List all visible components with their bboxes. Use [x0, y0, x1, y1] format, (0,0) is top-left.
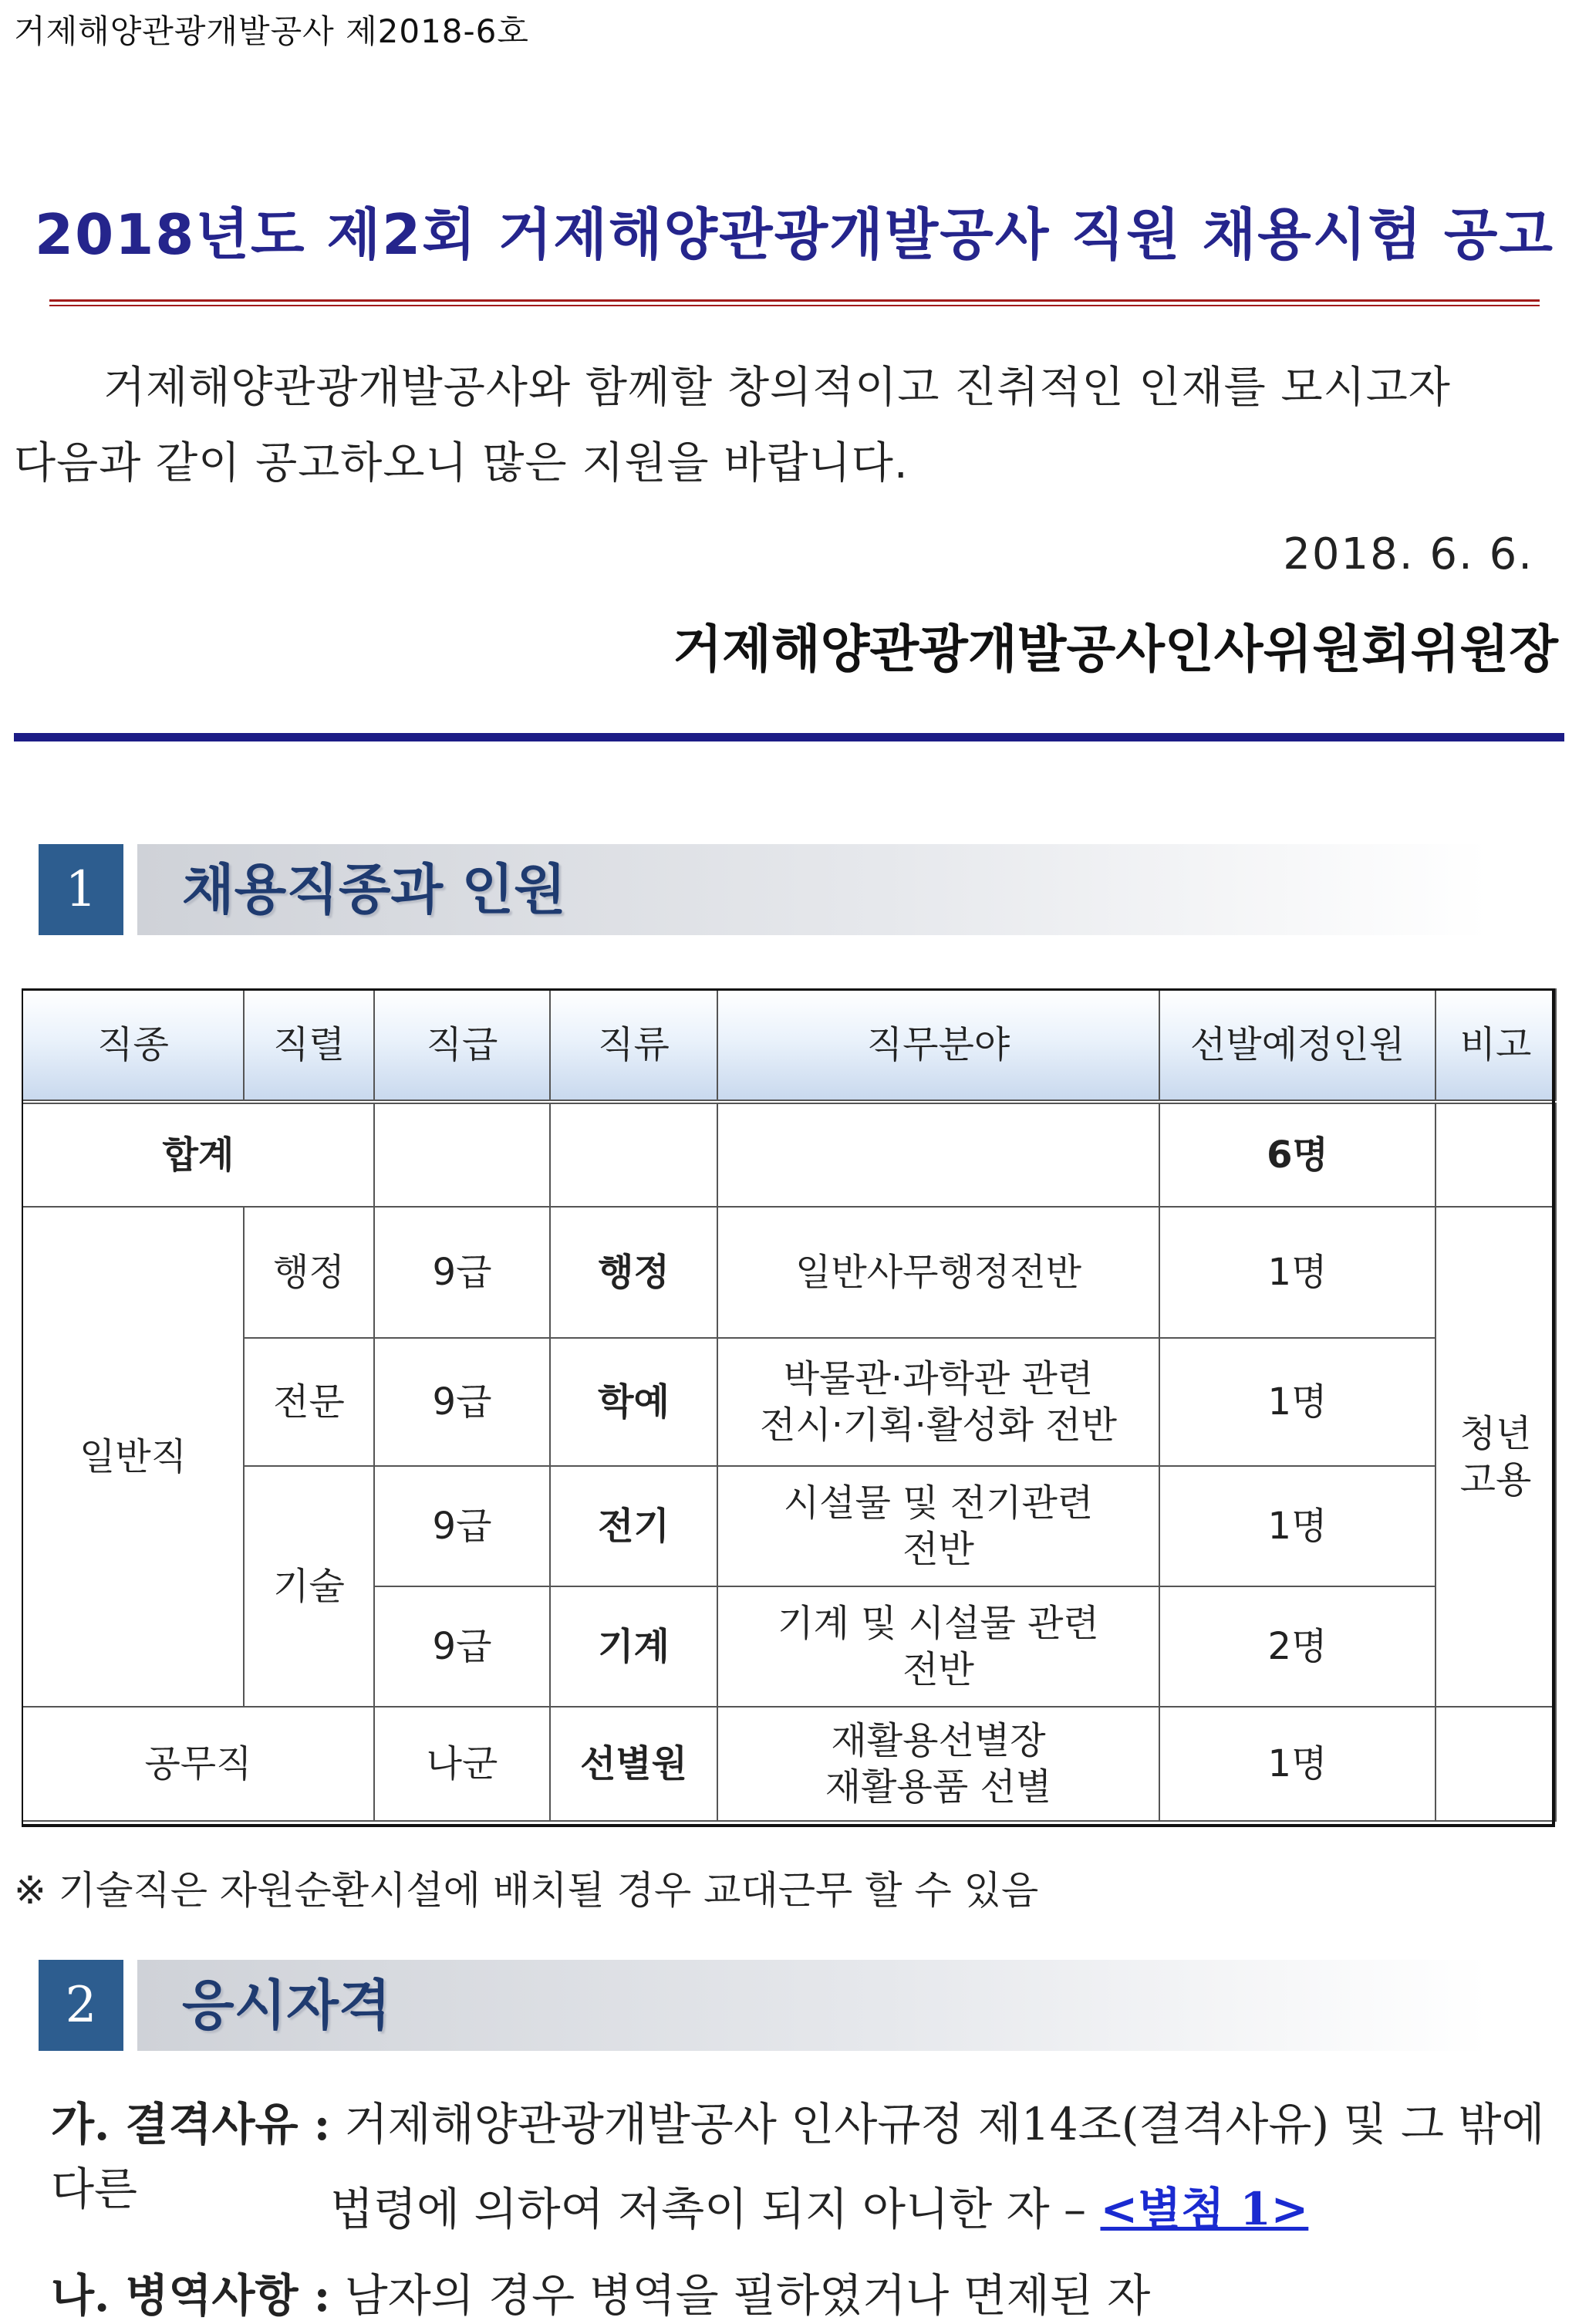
field-cell: 박물관·과학관 관련 전시·기획·활성화 전반 — [717, 1338, 1159, 1466]
total-label: 합계 — [22, 1102, 374, 1207]
header-remarks: 비고 — [1435, 989, 1556, 1102]
group-general: 일반직 — [22, 1207, 244, 1707]
section-2-header — [39, 1960, 1489, 2051]
section-1-header — [39, 844, 1489, 935]
field-cell: 재활용선별장 재활용품 선별 — [717, 1707, 1159, 1821]
grade-cell: 9급 — [374, 1338, 550, 1466]
qualification-a-label: 가. 결격사유 : — [51, 2098, 331, 2150]
table-row-public — [22, 1707, 1556, 1821]
table-row-total — [22, 1102, 1556, 1207]
table-row — [22, 1338, 1556, 1466]
document-number: 거제해양관광개발공사 제2018-6호 — [14, 12, 529, 50]
footnote: ※ 기술직은 자원순환시설에 배치될 경우 교대근무 할 수 있음 — [14, 1868, 1039, 1913]
field-cell: 일반사무행정전반 — [717, 1207, 1159, 1338]
class-cell: 전기 — [550, 1466, 717, 1586]
grade-cell: 9급 — [374, 1586, 550, 1707]
section-title: 응시자격 — [182, 1974, 391, 2037]
grade-cell: 9급 — [374, 1207, 550, 1338]
header-grade: 직급 — [374, 989, 550, 1102]
count-cell: 1명 — [1159, 1707, 1435, 1821]
title-divider-secondary — [49, 305, 1540, 306]
count-cell: 1명 — [1159, 1207, 1435, 1338]
header-duty-field: 직무분야 — [717, 989, 1159, 1102]
series-cell: 행정 — [244, 1207, 374, 1338]
count-cell: 2명 — [1159, 1586, 1435, 1707]
table-row — [22, 1207, 1556, 1338]
field-cell: 기계 및 시설물 관련 전반 — [717, 1586, 1159, 1707]
public-type: 공무직 — [22, 1707, 374, 1821]
qualification-a-text-2: 법령에 의하여 저촉이 되지 아니한 자 – — [330, 2183, 1087, 2235]
count-cell: 1명 — [1159, 1466, 1435, 1586]
qualification-a-text: 거제해양관광개발공사 인사규정 제14조(결격사유) 및 그 밖에 다른 — [51, 2098, 1545, 2215]
grade-cell: 나군 — [374, 1707, 550, 1821]
title-divider — [49, 299, 1540, 302]
header-series: 직렬 — [244, 989, 374, 1102]
header-divider — [14, 733, 1564, 741]
intro-line-2: 다음과 같이 공고하오니 많은 지원을 바랍니다. — [14, 438, 909, 488]
count-cell: 1명 — [1159, 1338, 1435, 1466]
header-job-type: 직종 — [22, 989, 244, 1102]
class-cell: 기계 — [550, 1586, 717, 1707]
class-cell: 선별원 — [550, 1707, 717, 1821]
attachment-link[interactable]: <별첨 1> — [1100, 2183, 1309, 2235]
field-cell: 시설물 및 전기관련 전반 — [717, 1466, 1159, 1586]
recruitment-table — [22, 988, 1557, 1822]
qualification-b-label: 나. 병역사항 : — [51, 2269, 331, 2322]
header-headcount: 선발예정인원 — [1159, 989, 1435, 1102]
issuer-name: 거제해양관광개발공사인사위원회위원장 — [673, 620, 1558, 679]
grade-cell: 9급 — [374, 1466, 550, 1586]
qualification-b-text: 남자의 경우 병역을 필하였거나 면제된 자 — [344, 2269, 1151, 2322]
section-number: 2 — [39, 1960, 123, 2051]
page-title: 2018년도 제2회 거제해양관광개발공사 직원 채용시험 공고 — [35, 202, 1554, 267]
intro-line-1: 거제해양관광개발공사와 함께할 창의적이고 진취적인 인재를 모시고자 — [103, 363, 1451, 413]
class-cell: 행정 — [550, 1207, 717, 1338]
class-cell: 학예 — [550, 1338, 717, 1466]
table-row — [22, 1466, 1556, 1586]
series-cell: 전문 — [244, 1338, 374, 1466]
qualification-b — [51, 2259, 1150, 2324]
header-class: 직류 — [550, 989, 717, 1102]
remarks-youth: 청년 고용 — [1435, 1207, 1556, 1707]
group-tech: 기술 — [244, 1466, 374, 1707]
section-number: 1 — [39, 844, 123, 935]
qualification-a-continued — [330, 2173, 1308, 2238]
announcement-date: 2018. 6. 6. — [1283, 529, 1533, 579]
section-title: 채용직종과 인원 — [182, 858, 566, 921]
total-count: 6명 — [1159, 1102, 1435, 1207]
